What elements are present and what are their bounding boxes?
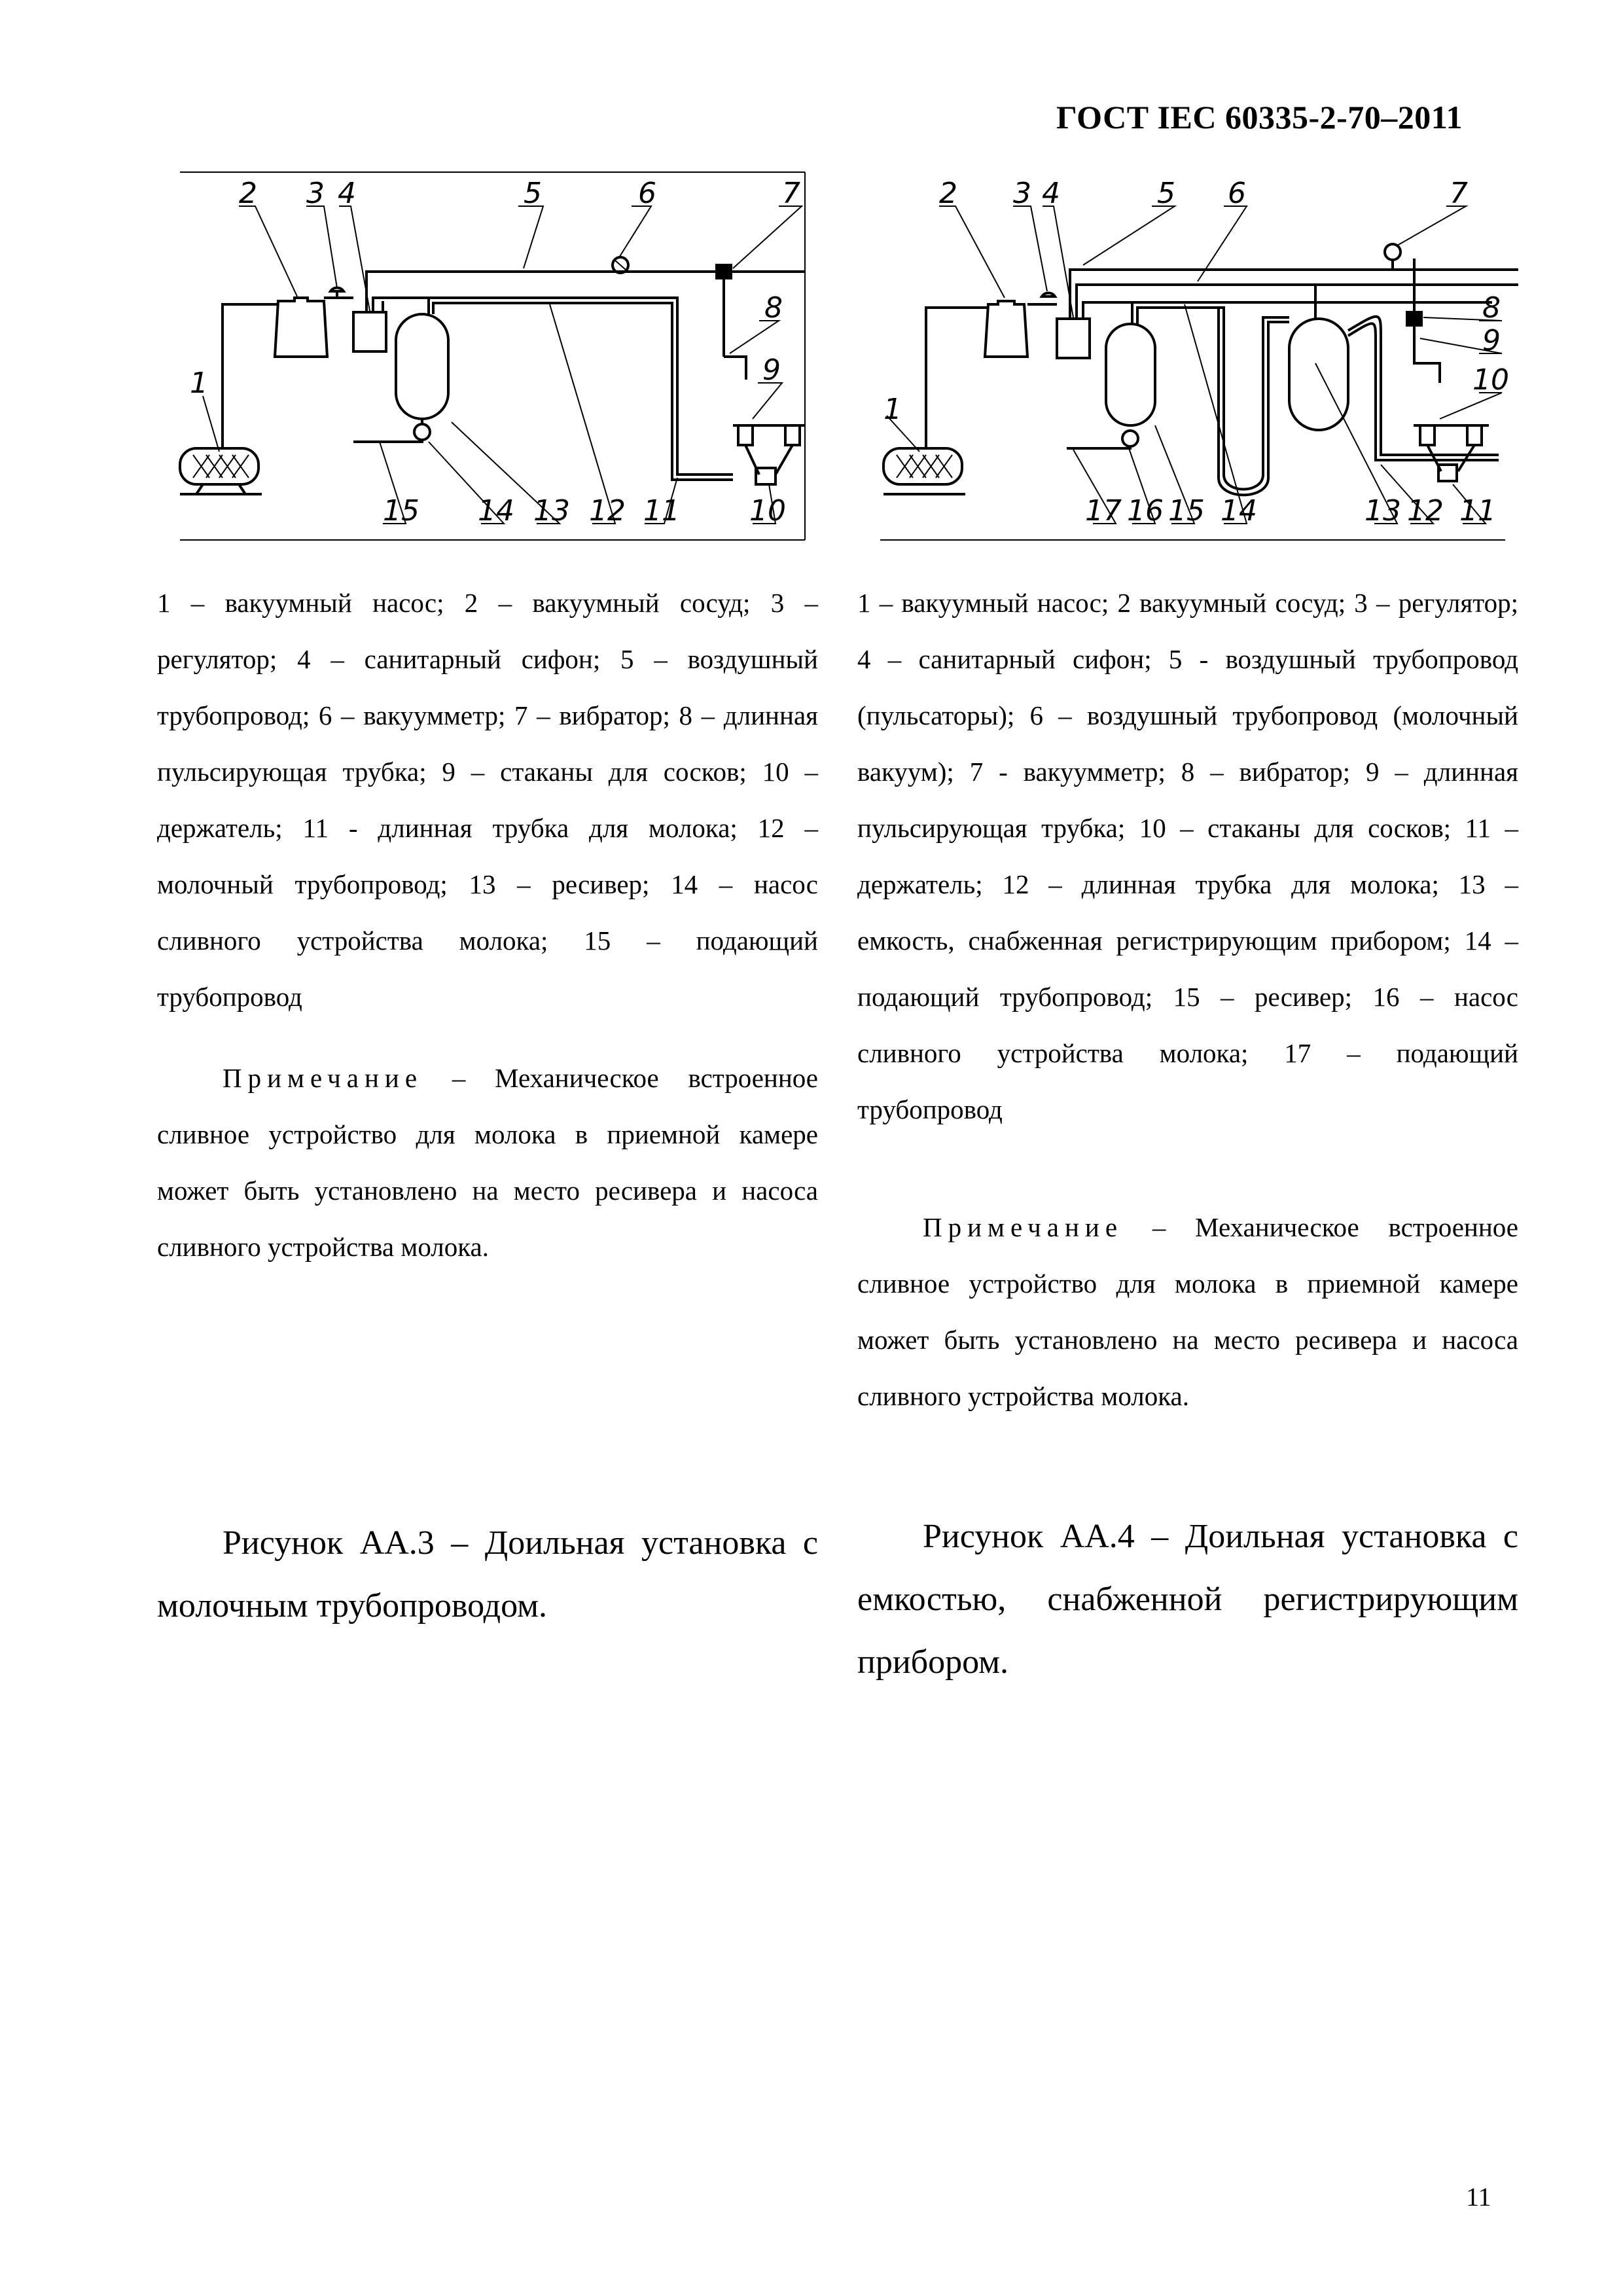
- page-number: 11: [1466, 2182, 1491, 2212]
- fig4-label-6: 6: [1228, 177, 1246, 210]
- fig3-label-11: 11: [643, 494, 680, 528]
- fig3-label-12: 12: [589, 494, 626, 528]
- figure-aa4-note: [857, 1199, 1518, 1424]
- note-label: Примечание: [923, 1212, 1124, 1242]
- note-label: Примечание: [223, 1063, 423, 1093]
- fig3-label-13: 13: [533, 494, 570, 528]
- fig4-label-12: 12: [1407, 494, 1444, 528]
- figure-aa3-note: [157, 1050, 818, 1275]
- fig3-label-6: 6: [638, 177, 656, 210]
- fig4-label-1: 1: [883, 393, 902, 426]
- fig3-label-1: 1: [190, 367, 208, 400]
- figure-aa4-caption: Рисунок АА.4 – Доильная установка с емкостью, снабженной регистрирующим прибором.: [857, 1518, 1518, 1681]
- fig3-label-4: 4: [338, 177, 356, 210]
- fig4-label-4: 4: [1042, 177, 1060, 210]
- figure-aa4-diagram: [857, 167, 1518, 547]
- fig3-label-15: 15: [383, 494, 419, 528]
- fig3-label-3: 3: [306, 177, 325, 210]
- fig4-label-3: 3: [1013, 177, 1031, 210]
- fig3-label-5: 5: [524, 177, 542, 210]
- fig4-label-13: 13: [1364, 494, 1401, 528]
- figure-aa3-legend: 1 – вакуумный насос; 2 – вакуумный сосуд; 3 – регулятор; 4 – санитарный сифон; 5 – воздушный трубопровод; 6 – вакуумметр; 7 – вибратор; 8 – длинная пульсирующая трубка; 9 – стаканы для сосков; 10 – держатель; 11 - длинная трубка для молока; 12 – молочный трубопровод; 13 – ресивер; 14 – насос сливного устройства молока; 15 – подающий трубопровод: [157, 588, 818, 1012]
- fig4-label-10: 10: [1472, 363, 1509, 397]
- figure-aa4-legend: 1 – вакуумный насос; 2 вакуумный сосуд; 3 – регулятор; 4 – санитарный сифон; 5 - воздушный трубопровод (пульсаторы); 6 – воздушный трубопровод (молочный вакуум); 7 - вакуумметр; 8 – вибратор; 9 – длинная пульсирующая трубка; 10 – стаканы для сосков; 11 – держатель; 12 – длинная трубка для молока; 13 – емкость, снабженная регистрирующим прибором; 14 – подающий трубопровод; 15 – ресивер; 16 – насос сливного устройства молока; 17 – подающий трубопровод: [857, 588, 1518, 1124]
- figure-aa3-caption: Рисунок АА.3 – Доильная установка с молочным трубопроводом.: [157, 1524, 818, 1624]
- note-text: – Механическое встроенное сливное устройство для молока в приемной камере может быть установлено на место ресивера и насоса сливного устройства молока.: [157, 1063, 818, 1262]
- fig4-label-9: 9: [1482, 324, 1501, 357]
- fig4-label-14: 14: [1221, 494, 1257, 528]
- fig3-label-2: 2: [239, 177, 257, 210]
- fig3-label-9: 9: [762, 353, 781, 387]
- document-header: ГОСТ IEC 60335-2-70–2011: [1056, 99, 1463, 135]
- fig4-label-15: 15: [1168, 494, 1205, 528]
- fig4-label-2: 2: [939, 177, 957, 210]
- fig3-label-14: 14: [478, 494, 514, 528]
- fig4-label-7: 7: [1450, 177, 1468, 210]
- fig4-label-5: 5: [1157, 177, 1175, 210]
- fig3-label-7: 7: [782, 177, 800, 210]
- fig4-label-11: 11: [1459, 494, 1496, 528]
- fig4-label-8: 8: [1482, 291, 1501, 325]
- fig4-label-17: 17: [1085, 494, 1122, 528]
- fig3-label-8: 8: [764, 291, 783, 325]
- note-text: – Механическое встроенное сливное устройство для молока в приемной камере может быть установлено на место ресивера и насоса сливного устройства молока.: [857, 1212, 1518, 1411]
- fig3-label-10: 10: [749, 494, 786, 528]
- fig4-label-16: 16: [1127, 494, 1164, 528]
- figure-aa3-diagram: [157, 167, 818, 547]
